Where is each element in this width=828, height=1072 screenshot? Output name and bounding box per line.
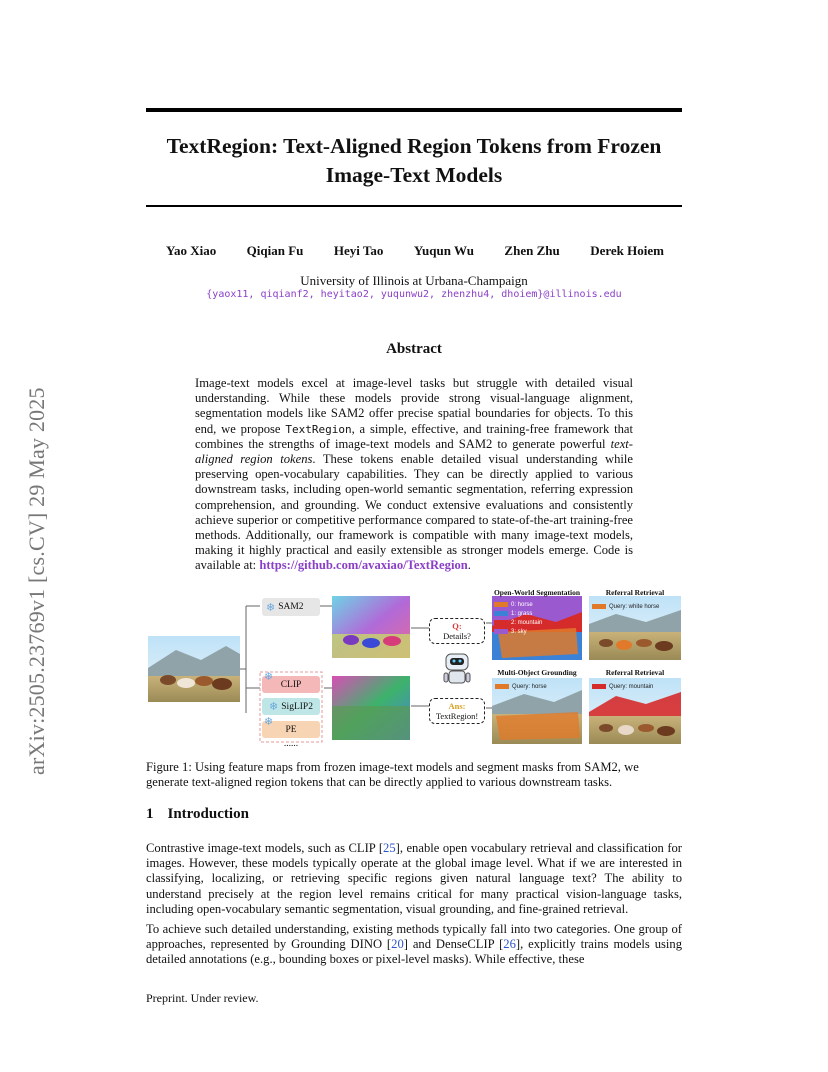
affiliation: University of Illinois at Urbana-Champaign — [300, 273, 528, 288]
citation-link[interactable]: 25 — [383, 841, 396, 855]
segmentation-panel-title: Open-World Segmentation — [493, 588, 581, 597]
input-photo — [148, 636, 240, 702]
method-name: TextRegion — [285, 422, 352, 436]
author-emails[interactable]: {yaox11, qiqianf2, heyitao2, yuqunwu2, zhenzhu4, dhoiem}@illinois.edu — [206, 289, 622, 300]
author: Derek Hoiem — [590, 243, 664, 258]
figure-1 — [146, 588, 686, 753]
legend-entry: 1: grass — [494, 609, 542, 618]
author: Qiqian Fu — [246, 243, 304, 258]
question-bubble: Q: Details? — [429, 618, 485, 644]
snowflake-icon: ❄ — [266, 601, 276, 614]
author: Heyi Tao — [333, 243, 384, 258]
clip-model-tag: ❄ CLIP — [262, 676, 320, 693]
arxiv-identifier: arXiv:2505.23769v1 [cs.CV] 29 May 2025 — [24, 387, 49, 775]
citation-link[interactable]: 26 — [503, 937, 516, 952]
pe-model-tag: ❄ PE — [262, 721, 320, 738]
code-link[interactable]: https://github.com/avaxiao/TextRegion — [259, 558, 468, 573]
answer-bubble: Ans: TextRegion! — [429, 698, 485, 724]
intro-paragraph-2: To achieve such detailed understanding, existing methods typically fall into two categories. One group of approaches, represented by Grounding DINO [20] and DenseCLIP [26], explicitly trains models using detailed annotations (e.g., bounding boxes or pixel-level masks). While effective, these — [146, 922, 683, 967]
figure-caption: Figure 1: Using feature maps from frozen image-text models and segment masks from SAM2, we generate text-aligned region tokens that can be directly applied to various downstream tasks. — [146, 760, 639, 789]
snowflake-icon: ❄ — [264, 716, 274, 728]
intro-paragraph-1: Contrastive image-text models, such as CLIP [25], enable open vocabulary retrieval and classification for images. However, these models typically operate at the global image level. What if we are interested in classifying, localizing, or retrieving specific regions given natural language text? The ability to understand precisely at the region level remains critical for many practical vision-language tasks, including open-vocabulary semantic segmentation, visual grounding, and fine-grained retrieval. — [146, 841, 683, 916]
author: Yao Xiao — [166, 243, 217, 258]
siglip2-model-tag: ❄ SigLIP2 — [262, 698, 320, 715]
page-footer: Preprint. Under review. — [146, 991, 259, 1005]
legend-entry: 0: horse — [494, 600, 542, 609]
title-bottom-rule — [146, 205, 682, 207]
abstract-text: Image-text models excel at image-level tasks but struggle with detailed visual understanding. While these models provide strong visual-language alignment, segmentation models like SAM2 offer precise spatial boundaries for objects. To this end, we propose TextRegion, a simple, effective, and training-free framework that combines the strengths of image-text models and SAM2 to generate powerful text-aligned region tokens. These tokens enable detailed visual understanding while preserving open-vocabulary capabilities. They can be directly applied to various downstream tasks, including open-world semantic segmentation, referring expression comprehension, and grounding. We conduct extensive evaluations and consistently achieve superior or competitive performance compared to state-of-the-art training-free methods. Additionally, our framework is compatible with many image-text models, making it highly practical and easily extensible as stronger models emerge. Code is available at: https://github.com/avaxiao/TextRegion. — [195, 376, 633, 573]
snowflake-icon: ❄ — [264, 671, 274, 683]
author: Zhen Zhu — [504, 243, 560, 258]
referral-panel-1-title: Referral Retrieval — [605, 588, 665, 597]
referral-panel-2-title: Referral Retrieval — [605, 668, 665, 677]
grounding-query: Query: horse — [495, 682, 547, 691]
robot-icon — [444, 654, 470, 683]
abstract-heading: Abstract — [386, 341, 442, 357]
section-heading-introduction: 1 Introduction — [146, 806, 249, 822]
grounding-panel-title: Multi-Object Grounding — [497, 668, 577, 677]
segmentation-legend — [494, 600, 542, 636]
feature-map-visualization — [332, 676, 410, 740]
paper-title: TextRegion: Text-Aligned Region Tokens from Frozen Image-Text Models — [166, 134, 662, 187]
referral-2-query: Query: mountain — [592, 682, 653, 691]
sam2-model-tag: ❄ SAM2 — [262, 598, 320, 616]
referral-1-query: Query: white horse — [592, 602, 659, 611]
author-list — [146, 243, 682, 259]
author: Yuqun Wu — [413, 243, 474, 258]
snowflake-icon: ❄ — [269, 701, 279, 713]
top-rule — [146, 108, 682, 112]
legend-entry: 3: sky — [494, 627, 542, 636]
citation-link[interactable]: 20 — [391, 937, 404, 952]
more-models-ellipsis: ...... — [283, 739, 299, 749]
legend-entry: 2: mountain — [494, 618, 542, 627]
sam2-mask-visualization — [332, 596, 410, 658]
